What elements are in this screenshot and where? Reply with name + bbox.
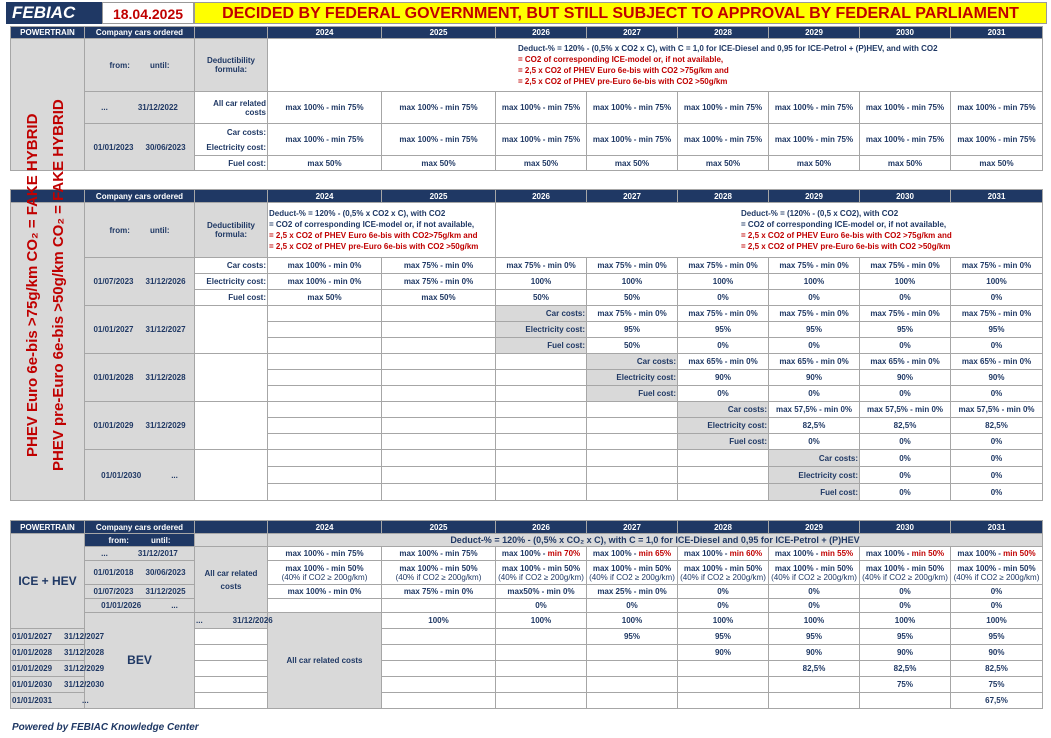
max-value: max 100% xyxy=(399,549,439,558)
value-cell: max 100% - min 75% xyxy=(268,124,382,156)
value-cell: max 75% - min 0% xyxy=(678,258,769,274)
ordered-header: Company cars ordered xyxy=(85,521,195,534)
value-cell: max 100% - min 50% xyxy=(285,563,364,573)
max-value: max 100% xyxy=(683,549,723,558)
max-value: max 100% xyxy=(865,549,905,558)
deduct-label: Deductibility formula: xyxy=(195,203,268,258)
formula-line: Deduct-% = 120% - (0,5% x CO2 x C), with C = 1,0 for ICE-Diesel and 0,95 for ICE-Petrol + (P)HEV, and with CO2 xyxy=(518,44,938,53)
all-car-costs-label: All car related costs xyxy=(195,92,268,124)
until-date: 31/12/2027 xyxy=(64,632,105,641)
formula-line: = 2,5 x CO2 of PHEV Euro 6e-bis with CO2 >75g/km and xyxy=(518,66,729,75)
car-costs-label: Car costs: xyxy=(587,354,678,370)
car-costs-label: Car costs: xyxy=(195,258,268,274)
value-cell: 0% xyxy=(951,450,1043,467)
value-cell: max 50% xyxy=(382,290,496,306)
phev-table-1 xyxy=(10,26,1043,171)
value-cell: max 100% - min 0% xyxy=(268,274,382,290)
value-cell: 82,5% xyxy=(769,418,860,434)
value-cell: max 65% - min 0% xyxy=(860,354,951,370)
ice-formula: Deduct-% = 120% - (0,5% x CO₂ x C), with C = 1,0 for ICE-Diesel and 0,95 for ICE-Petrol + (P)HEV xyxy=(268,534,1043,547)
year-2025: 2025 xyxy=(382,190,496,203)
value-cell: max 100% - min 75% xyxy=(496,92,587,124)
value-cell: 0% xyxy=(951,484,1043,501)
value-cell: max 100% - min 75% xyxy=(951,124,1043,156)
value-cell: max 50% xyxy=(496,156,587,171)
deduct-label: Deductibility formula: xyxy=(195,39,268,92)
until-date: 31/12/2028 xyxy=(64,648,105,657)
value-cell: max 75% - min 0% xyxy=(587,258,678,274)
year-2026: 2026 xyxy=(496,521,587,534)
year-2024: 2024 xyxy=(268,521,382,534)
car-costs-label: Car costs: xyxy=(769,450,860,467)
value-cell: 82,5% xyxy=(769,661,860,677)
value-cell: max 65% - min 0% xyxy=(769,354,860,370)
value-cell: max 75% - min 0% xyxy=(382,585,496,599)
value-cell: 95% xyxy=(587,629,678,645)
car-costs-label: Car costs: xyxy=(226,127,266,137)
brand-logo: FEBIAC xyxy=(6,2,102,24)
value-cell: 90% xyxy=(678,370,769,386)
min-value: min 60% xyxy=(729,549,763,558)
until-date: 30/06/2023 xyxy=(145,568,186,577)
value-cell: 100% xyxy=(951,274,1043,290)
value-cell: max 100% - min 50% xyxy=(501,563,581,573)
value-cell: max 100% - min 0% xyxy=(268,258,382,274)
value-cell: max 50% xyxy=(268,290,382,306)
value-cell: 0% xyxy=(860,386,951,402)
deduct-formula-b xyxy=(496,203,1043,258)
elec-cost-label: Electricity cost: xyxy=(206,142,266,152)
min-value: min 65% xyxy=(638,549,672,558)
value-cell: max 100% - min 75% xyxy=(268,92,382,124)
max-value: max 100% xyxy=(501,549,541,558)
value-cell: max 100% - min 50% xyxy=(683,563,763,573)
value-cell: 50% xyxy=(496,290,587,306)
value-cell: max 100% - min 75% xyxy=(587,92,678,124)
ice-hev-label: ICE + HEV xyxy=(11,534,85,629)
formula-line: = CO2 of corresponding ICE-model or, if not available, xyxy=(269,220,475,229)
from-date: ... xyxy=(101,549,108,558)
value-cell: 100% xyxy=(382,613,496,629)
from-date: 01/01/2018 xyxy=(93,568,134,577)
year-2030: 2030 xyxy=(860,190,951,203)
value-cell: max50% - min 0% xyxy=(496,585,587,599)
value-cell: 100% xyxy=(769,274,860,290)
value-cell: max 50% xyxy=(769,156,860,171)
value-cell: max 100% - min 50% xyxy=(592,563,672,573)
value-cell: 0% xyxy=(769,386,860,402)
ordered-header: Company cars ordered xyxy=(85,190,195,203)
value-cell: max 75% - min 0% xyxy=(382,274,496,290)
fuel-cost-label: Fuel cost: xyxy=(587,386,678,402)
value-cell: 95% xyxy=(769,629,860,645)
until-date: 31/12/2017 xyxy=(137,549,178,558)
formula-line: = 2,5 x CO2 of PHEV pre-Euro 6e-bis with CO2 >50g/km xyxy=(741,242,951,251)
min-value: min 55% xyxy=(820,549,854,558)
from-label: from: xyxy=(108,535,129,545)
min-value: min 70% xyxy=(547,549,581,558)
value-cell: 95% xyxy=(678,629,769,645)
until-label: until: xyxy=(150,535,171,545)
from-date: ... xyxy=(196,616,203,625)
elec-cost-label: Electricity cost: xyxy=(587,370,678,386)
until-date: 31/12/2029 xyxy=(145,421,186,430)
value-cell: 75% xyxy=(951,677,1043,693)
max-value: max 100% xyxy=(957,549,997,558)
all-car-costs-label: All car related costs xyxy=(268,613,382,709)
formula-line: = 2,5 x CO2 of PHEV Euro 6e-bis with CO2 >75g/km and xyxy=(741,231,952,240)
value-cell: 90% xyxy=(769,370,860,386)
value-cell: max 50% xyxy=(587,156,678,171)
year-2026: 2026 xyxy=(496,190,587,203)
value-cell: max 100% - min 50% xyxy=(399,563,478,573)
min-value: min 75% xyxy=(445,549,478,558)
until-date: ... xyxy=(171,470,178,480)
value-cell: 100% xyxy=(496,274,587,290)
value-cell: max 100% - min 75% xyxy=(769,92,860,124)
value-cell: 82,5% xyxy=(951,661,1043,677)
value-cell: max 100% - min 75% xyxy=(860,124,951,156)
value-cell: 82,5% xyxy=(951,418,1043,434)
value-cell: 100% xyxy=(587,613,678,629)
from-date: 01/01/2029 xyxy=(93,421,134,430)
value-cell: 82,5% xyxy=(860,661,951,677)
value-cell: max 75% - min 0% xyxy=(496,258,587,274)
from-label: from: xyxy=(109,225,130,235)
year-2030: 2030 xyxy=(860,27,951,39)
min-value: min 75% xyxy=(331,549,364,558)
from-date: 01/01/2029 xyxy=(12,664,53,673)
phev-label-pre-euro6e: PHEV pre-Euro 6e-bis >50g/km CO₂ = FAKE HYBRID xyxy=(50,99,67,471)
year-2024: 2024 xyxy=(268,27,382,39)
value-cell: 0% xyxy=(678,290,769,306)
year-2028: 2028 xyxy=(678,521,769,534)
value-cell: max 75% - min 0% xyxy=(382,258,496,274)
fuel-cost-label: Fuel cost: xyxy=(195,290,268,306)
value-cell: max 75% - min 0% xyxy=(587,306,678,322)
value-cell: max 50% xyxy=(860,156,951,171)
year-2026: 2026 xyxy=(496,27,587,39)
year-2024: 2024 xyxy=(268,190,382,203)
status-banner: DECIDED BY FEDERAL GOVERNMENT, BUT STILL SUBJECT TO APPROVAL BY FEDERAL PARLIAMENT xyxy=(194,2,1047,24)
from-date: 01/01/2023 xyxy=(93,142,134,152)
value-cell: max 100% - min 75% xyxy=(587,124,678,156)
value-cell: 0% xyxy=(860,450,951,467)
year-2031: 2031 xyxy=(951,190,1043,203)
phev-table-2 xyxy=(10,189,1043,501)
value-cell: 95% xyxy=(769,322,860,338)
value-cell: 90% xyxy=(678,645,769,661)
until-date: 31/12/2026 xyxy=(145,277,186,286)
value-cell: max 100% - min 75% xyxy=(382,92,496,124)
value-cell: 90% xyxy=(860,645,951,661)
until-date: 31/12/2025 xyxy=(145,587,186,596)
until-date: 30/06/2023 xyxy=(145,142,186,152)
max-value: max 100% xyxy=(285,549,325,558)
value-cell: 0% xyxy=(769,599,860,613)
from-date: 01/01/2030 xyxy=(101,470,142,480)
value-cell: 90% xyxy=(769,645,860,661)
value-cell: max 75% - min 0% xyxy=(678,306,769,322)
year-2028: 2028 xyxy=(678,27,769,39)
co2-note: (40% if CO2 ≥ 200g/km) xyxy=(953,572,1040,582)
year-2029: 2029 xyxy=(769,190,860,203)
until-date: ... xyxy=(171,601,178,610)
value-cell: max 75% - min 0% xyxy=(769,306,860,322)
max-value: max 100% xyxy=(774,549,814,558)
value-cell: max 100% - min 75% xyxy=(769,124,860,156)
value-cell: max 100% - min 75% xyxy=(382,124,496,156)
from-date: 01/07/2023 xyxy=(93,587,134,596)
value-cell: 95% xyxy=(587,322,678,338)
value-cell: 50% xyxy=(587,290,678,306)
value-cell: 95% xyxy=(678,322,769,338)
until-date: 31/12/2028 xyxy=(145,373,186,382)
value-cell: 0% xyxy=(860,338,951,354)
value-cell: 0% xyxy=(769,338,860,354)
value-cell: max 100% - min 50% xyxy=(957,563,1036,573)
year-2027: 2027 xyxy=(587,521,678,534)
formula-line: Deduct-% = 120% - (0,5% x CO2 x C), with CO2 xyxy=(269,209,446,218)
max-value: max 100% xyxy=(592,549,632,558)
value-cell: 0% xyxy=(860,290,951,306)
value-cell: max 65% - min 0% xyxy=(678,354,769,370)
value-cell: 100% xyxy=(678,613,769,629)
value-cell: 0% xyxy=(951,585,1043,599)
from-label: from: xyxy=(109,60,130,70)
value-cell: max 50% xyxy=(268,156,382,171)
fuel-cost-label: Fuel cost: xyxy=(195,156,268,171)
until-date: 31/12/2026 xyxy=(232,616,273,625)
value-cell: max 57,5% - min 0% xyxy=(951,402,1043,418)
value-cell: 100% xyxy=(587,274,678,290)
formula-line: = 2,5 x CO2 of PHEV pre-Euro 6e-bis with CO2 >50g/km xyxy=(518,77,728,86)
value-cell: max 75% - min 0% xyxy=(860,258,951,274)
from-date: ... xyxy=(101,103,108,112)
value-cell: 0% xyxy=(951,386,1043,402)
year-2029: 2029 xyxy=(769,521,860,534)
value-cell: max 57,5% - min 0% xyxy=(860,402,951,418)
from-date: 01/01/2028 xyxy=(93,373,134,382)
value-cell: max 100% - min 50% xyxy=(865,563,945,573)
powertrain-header: POWERTRAIN xyxy=(11,27,85,39)
value-cell: max 100% - min 50% xyxy=(774,563,854,573)
value-cell: 0% xyxy=(860,467,951,484)
co2-note: (40% if CO2 ≥ 200g/km) xyxy=(589,572,675,582)
value-cell: 95% xyxy=(860,322,951,338)
value-cell: 90% xyxy=(951,370,1043,386)
fuel-cost-label: Fuel cost: xyxy=(678,434,769,450)
from-date: 01/01/2030 xyxy=(12,680,53,689)
value-cell: 95% xyxy=(860,629,951,645)
year-2031: 2031 xyxy=(951,521,1043,534)
year-2027: 2027 xyxy=(587,190,678,203)
from-date: 01/01/2028 xyxy=(12,648,53,657)
year-2025: 2025 xyxy=(382,521,496,534)
until-date: 31/12/2022 xyxy=(137,103,178,112)
elec-cost-label: Electricity cost: xyxy=(195,274,268,290)
value-cell: max 100% - min 75% xyxy=(860,92,951,124)
ordered-header: Company cars ordered xyxy=(85,27,195,39)
fuel-cost-label: Fuel cost: xyxy=(769,484,860,501)
value-cell: max 100% - min 75% xyxy=(678,92,769,124)
value-cell: max 75% - min 0% xyxy=(951,306,1043,322)
until-date: 31/12/2029 xyxy=(64,664,105,673)
report-date: 18.04.2025 xyxy=(102,2,194,24)
from-date: 01/01/2027 xyxy=(12,632,53,641)
formula-line: = CO2 of corresponding ICE-model or, if not available, xyxy=(518,55,724,64)
elec-cost-label: Electricity cost: xyxy=(769,467,860,484)
year-2029: 2029 xyxy=(769,27,860,39)
co2-note: (40% if CO2 ≥ 200g/km) xyxy=(771,572,857,582)
value-cell: 100% xyxy=(951,613,1043,629)
value-cell: 0% xyxy=(951,338,1043,354)
value-cell: 0% xyxy=(951,434,1043,450)
value-cell: 0% xyxy=(860,599,951,613)
value-cell: 90% xyxy=(860,370,951,386)
value-cell: 100% xyxy=(860,613,951,629)
from-date: 01/01/2026 xyxy=(101,601,142,610)
value-cell: max 100% - min 0% xyxy=(268,585,382,599)
formula-line: Deduct-% = (120% - (0,5 x CO2), with CO2 xyxy=(741,209,899,218)
co2-note: (40% if CO2 ≥ 200g/km) xyxy=(281,572,368,582)
phev-label-euro6e: PHEV Euro 6e-bis >75g/km CO₂ = FAKE HYBRID xyxy=(24,113,41,457)
value-cell: 100% xyxy=(769,613,860,629)
value-cell: 100% xyxy=(860,274,951,290)
value-cell: 0% xyxy=(769,434,860,450)
value-cell: 0% xyxy=(951,467,1043,484)
from-date: 01/01/2027 xyxy=(93,325,134,334)
value-cell: max 65% - min 0% xyxy=(951,354,1043,370)
from-date: 01/01/2031 xyxy=(12,696,53,705)
elec-cost-label: Electricity cost: xyxy=(678,418,769,434)
value-cell: max 100% - min 75% xyxy=(678,124,769,156)
bev-label: BEV xyxy=(85,613,195,709)
value-cell: 0% xyxy=(769,290,860,306)
value-cell: 95% xyxy=(951,629,1043,645)
formula-line: = CO2 of corresponding ICE-model or, if not available, xyxy=(741,220,947,229)
value-cell: 50% xyxy=(587,338,678,354)
value-cell: 0% xyxy=(769,585,860,599)
ice-bev-table: POWERTRAIN Company cars ordered 2024 2025 2026 2027 2028 2029 2030 2031 ICE + HEV from: until: Deduct-% = 120% - (0,5% x CO₂ x C), with C = 1,0 for ICE-Diesel and 0,95 for ICE-Petrol + (P)HEV ... 31/12/2017 All car related costs max 100% - min 75% max 100% - min 75% max 100% - min 70% max 100% - min 65% max 100% - min 60% max 100% - min 55% max 100% - min 50% max 100% - min 50% 01/01/2018 30/06/2023 max 100% - min 50% (40% if CO2 ≥ 200g/km) max 100% - min 50% (40% if CO2 ≥ 200g/km) max 100% - min 50% (40% if CO2 ≥ 200g/km) max 100% - min 50% (40% if CO2 ≥ 200g/km) max 100% - min 50% (40% if CO2 ≥ 200g/km) max 100% - min 50% (40% if CO2 ≥ 200g/km) max 100% - min 50% (40% if CO2 ≥ 200g/km) max 100% - min 50% (40% if CO2 ≥ 200g/km) 01/07/2023 31/12/2025 max 100% - min 0% max 75% - min 0% max50% - min 0% max 25% - min 0% 0% 0% 0% 0% 01/01/2026 ... 0% 0% 0% 0% 0% 0% BEV ... 31/12/2026 All car related costs 100% 100% 100% 100% 100% 100% 100% 01/01/2027 31/12/2027 95% 95% 95% 95% 95% 01/01/2028 31/12/2028 90% 90% 90% 90% 01/01/2029 31/12/2029 82,5% 82,5% 82,5% 01/01/2030 31/12/2030 75% 75% 01/01/2031 ... 67,5% xyxy=(10,520,1043,709)
value-cell: 75% xyxy=(860,677,951,693)
value-cell: 0% xyxy=(860,484,951,501)
fuel-cost-label: Fuel cost: xyxy=(496,338,587,354)
deduct-formula xyxy=(268,39,1043,92)
value-cell: 0% xyxy=(496,599,587,613)
until-label: until: xyxy=(149,60,170,70)
co2-note: (40% if CO2 ≥ 200g/km) xyxy=(395,572,482,582)
value-cell: max 50% xyxy=(678,156,769,171)
value-cell: max 75% - min 0% xyxy=(860,306,951,322)
value-cell: 95% xyxy=(951,322,1043,338)
min-value: min 50% xyxy=(1003,549,1036,558)
value-cell: 0% xyxy=(678,599,769,613)
value-cell: max 50% xyxy=(951,156,1043,171)
powertrain-header: POWERTRAIN xyxy=(11,521,85,534)
value-cell: max 100% - min 75% xyxy=(951,92,1043,124)
year-2031: 2031 xyxy=(951,27,1043,39)
value-cell: max 100% - min 75% xyxy=(496,124,587,156)
year-2027: 2027 xyxy=(587,27,678,39)
car-costs-label: Car costs: xyxy=(678,402,769,418)
from-date: 01/07/2023 xyxy=(93,277,134,286)
value-cell: 0% xyxy=(860,585,951,599)
value-cell: 0% xyxy=(678,585,769,599)
value-cell: 0% xyxy=(678,338,769,354)
value-cell: 0% xyxy=(678,386,769,402)
year-2028: 2028 xyxy=(678,190,769,203)
elec-cost-label: Electricity cost: xyxy=(496,322,587,338)
deduct-formula-a xyxy=(268,203,496,258)
value-cell: max 50% xyxy=(382,156,496,171)
until-date: ... xyxy=(82,696,89,705)
year-2025: 2025 xyxy=(382,27,496,39)
value-cell: 82,5% xyxy=(860,418,951,434)
co2-note: (40% if CO2 ≥ 200g/km) xyxy=(680,572,766,582)
value-cell: 100% xyxy=(496,613,587,629)
co2-note: (40% if CO2 ≥ 200g/km) xyxy=(498,572,584,582)
year-2030: 2030 xyxy=(860,521,951,534)
value-cell: 0% xyxy=(951,599,1043,613)
until-date: 31/12/2027 xyxy=(145,325,186,334)
value-cell: max 75% - min 0% xyxy=(951,258,1043,274)
value-cell: 100% xyxy=(678,274,769,290)
value-cell: 0% xyxy=(587,599,678,613)
until-date: 31/12/2030 xyxy=(64,680,105,689)
until-label: until: xyxy=(149,225,170,235)
value-cell: 90% xyxy=(951,645,1043,661)
value-cell: 0% xyxy=(951,290,1043,306)
value-cell: max 25% - min 0% xyxy=(587,585,678,599)
footer-credit: Powered by FEBIAC Knowledge Center xyxy=(12,722,199,733)
all-car-costs-label: All car related costs xyxy=(195,547,268,613)
co2-note: (40% if CO2 ≥ 200g/km) xyxy=(862,572,948,582)
value-cell: 0% xyxy=(860,434,951,450)
car-costs-label: Car costs: xyxy=(496,306,587,322)
value-cell: max 57,5% - min 0% xyxy=(769,402,860,418)
min-value: min 50% xyxy=(911,549,945,558)
value-cell: 67,5% xyxy=(951,693,1043,709)
value-cell: max 75% - min 0% xyxy=(769,258,860,274)
formula-line: = 2,5 x CO2 of PHEV Euro 6e-bis with CO2>75g/km and xyxy=(269,231,478,240)
formula-line: = 2,5 x CO2 of PHEV pre-Euro 6e-bis with CO2 >50g/km xyxy=(269,242,479,251)
